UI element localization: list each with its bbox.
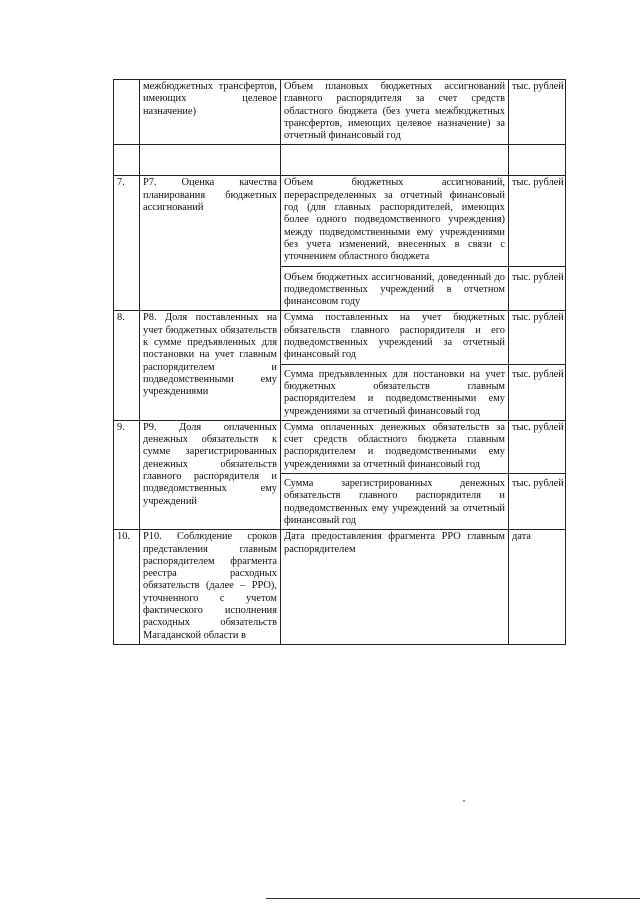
indicator-text: Дата предоставления фрагмента РРО главным распорядителем xyxy=(281,530,509,645)
scan-speck xyxy=(463,800,465,802)
table-row xyxy=(114,176,566,266)
criterion-name: Р10. Соблюдение сроков представления главным распорядителем фрагмента реестра расходных обязательств (далее – РРО), уточненного с учетом фактического исполнения расходных обязательств Магаданской области в xyxy=(140,530,281,645)
indicator-text: Объем бюджетных ассигнований, доведенный до подведомственных учреждений в отчетном финансовом году xyxy=(281,266,509,311)
row-number: 9. xyxy=(114,420,140,529)
table-row xyxy=(114,420,566,473)
indicator-text: Сумма оплаченных денежных обязательств за счет средств областного бюджета главным распорядителем и подведомственными ему учреждениями за отчетный финансовый год xyxy=(281,420,509,473)
indicator-text: Сумма зарегистрированных денежных обязательств главного распорядителя и подведомственных ему учреждений за отчетный финансовый год xyxy=(281,474,509,530)
table-row xyxy=(114,80,566,145)
unit-cell: тыс. рублей xyxy=(509,474,566,530)
unit-cell: тыс. рублей xyxy=(509,266,566,311)
indicator-text: Сумма предъявленных для постановки на учет бюджетных обязательств главным распорядителем и подведомственными ему учреждениями за отчетный финансовый год xyxy=(281,364,509,420)
row-number: 8. xyxy=(114,311,140,420)
row-number xyxy=(114,80,140,145)
row-number: 10. xyxy=(114,530,140,645)
table-row xyxy=(114,311,566,364)
criterion-name: межбюджетных трансфертов, имеющих целевое назначение) xyxy=(140,80,281,145)
indicator-text: Объем бюджетных ассигнований, перераспределенных за отчетный финансовый год (для главных распорядителей, имеющих более одного подведомственного учреждения) между подведомственными ему учреждениями без учета изменений, внесенных в связи с уточнением областного бюджета xyxy=(281,176,509,266)
unit-cell: тыс. рублей xyxy=(509,176,566,266)
footer-rule xyxy=(266,898,640,899)
row-number: 7. xyxy=(114,176,140,311)
unit-cell: тыс. рублей xyxy=(509,364,566,420)
criterion-name: Р8. Доля поставленных на учет бюджетных обязательств к сумме предъявленных для постановки на учет главным распорядителем и подведомственными ему учреждениями xyxy=(140,311,281,420)
criterion-name: Р7. Оценка качества планирования бюджетных ассигнований xyxy=(140,176,281,311)
table-row xyxy=(114,145,566,176)
unit-cell: тыс. рублей xyxy=(509,80,566,145)
indicator-text: Сумма поставленных на учет бюджетных обязательств главного распорядителя и его подведомственных учреждений за отчетный финансовый год xyxy=(281,311,509,364)
table-row xyxy=(114,530,566,645)
indicators-table xyxy=(113,79,566,645)
unit-cell: тыс. рублей xyxy=(509,420,566,473)
unit-cell: дата xyxy=(509,530,566,645)
criterion-name: Р9. Доля оплаченных денежных обязательств к сумме зарегистрированных денежных обязательств главного распорядителя и подведомственных ему учреждений xyxy=(140,420,281,529)
unit-cell: тыс. рублей xyxy=(509,311,566,364)
indicator-text: Объем плановых бюджетных ассигнований главного распорядителя за счет средств областного бюджета (без учета межбюджетных трансфертов, имеющих целевое назначение) за отчетный финансовый год xyxy=(281,80,509,145)
